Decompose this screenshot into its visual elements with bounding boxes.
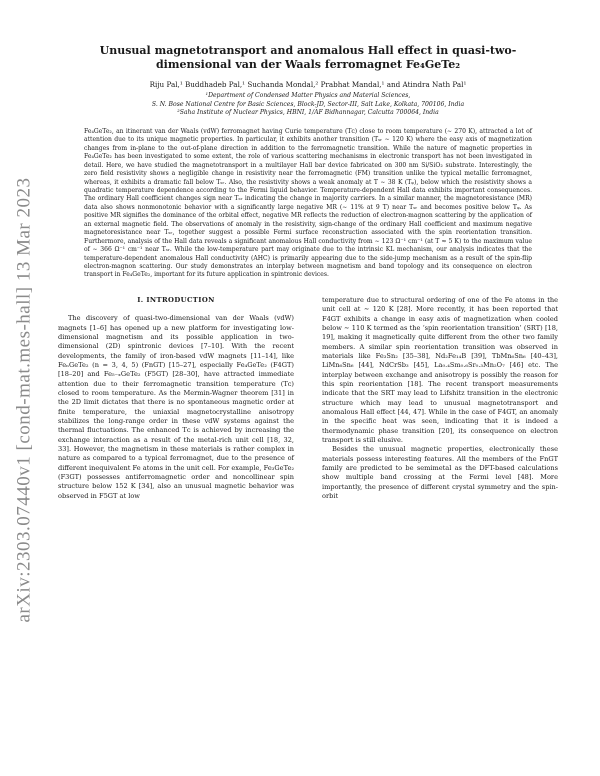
intro-paragraph-1-continued: temperature due to structural ordering of one of the Fe atoms in the unit cell at ∼ 120 K [28]. More recently, it has been reported that F4GT exhibits a change in easy axis of magnetization when cooled below ∼ 110 K termed as the ‘spin reorientation transition’ (SRT) [18, 19], making it magnetically quite different from the other two family members. A similar spin reorientation transition was observed in materials like Fe₃Sn₂ [35–38], Nd₂Fe₁₄B [39], TbMn₆Sn₆ [40–43], LiMn₆Sn₆ [44], NdCrSb₃ [45], La₀.₄Sm₀.₆Sr₀.₃Mn₂O₇ [46] etc. The interplay between exchange and anisotropy is possibly the reason for this spin reorientation [18]. The recent transport measurements indicate that the SRT may lead to Lifshitz transition in the electronic structure which may lead to unusual magnetotransport and anomalous Hall effect [44, 47]. While in the case of F4GT, an anomaly in the specific heat was seen, indicating that it is indeed a thermodynamic phase transition [20], its consequence on electron transport is still elusive. bbox=[322, 295, 558, 445]
affiliation-1: ¹Department of Condensed Matter Physics and Material Sciences, bbox=[205, 92, 411, 99]
paper-title: Unusual magnetotransport and anomalous Hall effect in quasi-two-dimensional van der Waals ferromagnet Fe₄GeTe₂ bbox=[99, 44, 517, 71]
right-column bbox=[322, 296, 558, 502]
affiliation-1-address: S. N. Bose National Centre for Basic Sciences, Block-JD, Sector-III, Salt Lake, Kolkata, 700106, India bbox=[151, 100, 465, 108]
paper-page bbox=[58, 44, 558, 502]
section-heading: I. INTRODUCTION bbox=[137, 295, 215, 304]
intro-paragraph-1: The discovery of quasi-two-dimensional van der Waals (vdW) magnets [1–6] has opened up a new platform for investigating low-dimensional magnetism and its possible application in two-dimensional (2D) spintronic devices [7–10]. With the recent developments, the family of iron-based vdW magnets [11–14], like FeₙGeTe₂ (n = 3, 4, 5) (FnGT) [15–27], especially Fe₄GeTe₂ (F4GT) [18–20] and Fe₅₋ₓGeTe₂ (F5GT) [28–30], have attracted immediate attention due to their ferromagnetic transition temperature (Tᴄ) closed to room temperature. As the Mermin-Wagner theorem [31] in the 2D limit dictates that there is no spontaneous magnetic order at finite temperature, the uniaxial magnetocrystalline anisotropy stabilizes the long-range order in these vdW systems against the thermal fluctuations. The enhanced Tᴄ is achieved by increasing the exchange interaction as a result of the metal-rich unit cell [18, 32, 33]. However, the magnetism in these materials is rather complex in nature as compared to a typical ferromagnet, due to the presence of different inequivalent Fe atoms in the unit cell. For example, Fe₃GeTe₂ (F3GT) possesses antiferromagnetic order and noncollinear spin structure below 152 K [34], also an unusual magnetic behavior was observed in F5GT at low bbox=[58, 314, 294, 500]
arxiv-stamp-text: arXiv:2303.07440v1 [cond-mat.mes-hall] 13 Mar 2023 bbox=[14, 177, 35, 623]
body-columns bbox=[58, 296, 558, 502]
intro-paragraph-2: Besides the unusual magnetic properties, electronically these materials possess interesting features. All the members of the FnGT family are predicted to be semimetal as the DFT-based calculations show multiple band crossing at the Fermi level [48]. More importantly, the presence of different crystal symmetry and the spin-orbit bbox=[322, 445, 558, 501]
arxiv-stamp bbox=[10, 120, 40, 680]
abstract: Fe₄GeTe₂, an itinerant van der Waals (vdW) ferromagnet having Curie temperature (Tᴄ) close to room temperature (∼ 270 K), attracted a lot of attention due to its unique magnetic properties. In particular, it exhibits another transition (Tₛᵣ ∼ 120 K) where the easy axis of magnetization changes from in-plane to the out-of-plane direction in addition to the ferromagnetic transition. While the nature of magnetic properties in Fe₄GeTe₂ has been investigated to some extent, the role of various scattering mechanisms in electronic transport has not been investigated in detail. Here, we have studied the magnetotransport in a multilayer Hall bar device fabricated on 300 nm Si/SiO₂ substrate. Interestingly, the zero field resistivity shows a negligible change in resistivity near the ferromagnetic (FM) transition unlike the typical metallic ferromagnet, whereas, it exhibits a dramatic fall below Tₛᵣ. Also, the resistivity shows a weak anomaly at T ∼ 38 K (Tᵩ), below which the resistivity shows a quadratic temperature dependence according to the Fermi liquid behavior. Temperature-dependent Hall data exhibits important consequences. The ordinary Hall coefficient changes sign near Tₛᵣ indicating the change in majority carriers. In a similar manner, the magnetoresistance (MR) data also shows nonmonotonic behavior with a significantly large negative MR (∼ 11% at 9 T) near Tₛᵣ and becomes positive below Tᵩ. As positive MR signifies the dominance of the orbital effect, negative MR reflects the reduction of electron-magnon scattering by the application of an external magnetic field. The observations of anomaly in the resistivity, sign-change of the ordinary Hall coefficient and maximum negative magnetoresistance near Tₛᵣ, together suggest a possible Fermi surface reconstruction associated with the spin reorientation transition. Furthermore, analysis of the Hall data reveals a significant anomalous Hall conductivity from ∼ 123 Ω⁻¹ cm⁻¹ (at T ≈ 5 K) to the maximum value of ∼ 366 Ω⁻¹ cm⁻¹ near Tₛᵣ. While the low-temperature part may originate due to the intrinsic KL mechanism, our analysis indicates that the temperature-dependent anomalous Hall conductivity (AHC) is primarily appearing due to the side-jump mechanism as a result of the spin-flip electron-magnon scattering. Our study demonstrates an interplay between magnetism and band topology and its consequence on electron transport in Fe₄GeTe₂, important for its future application in spintronic devices. bbox=[84, 127, 532, 279]
affiliations bbox=[58, 92, 558, 118]
author-list: Riju Pal,¹ Buddhadeb Pal,¹ Suchanda Mondal,² Prabhat Mandal,¹ and Atindra Nath Pal¹ bbox=[149, 80, 467, 89]
affiliation-2: ²Saha Institute of Nuclear Physics, HBNI, 1/AF Bidhannagar, Calcutta 700064, India bbox=[177, 109, 439, 117]
left-column bbox=[58, 296, 294, 502]
